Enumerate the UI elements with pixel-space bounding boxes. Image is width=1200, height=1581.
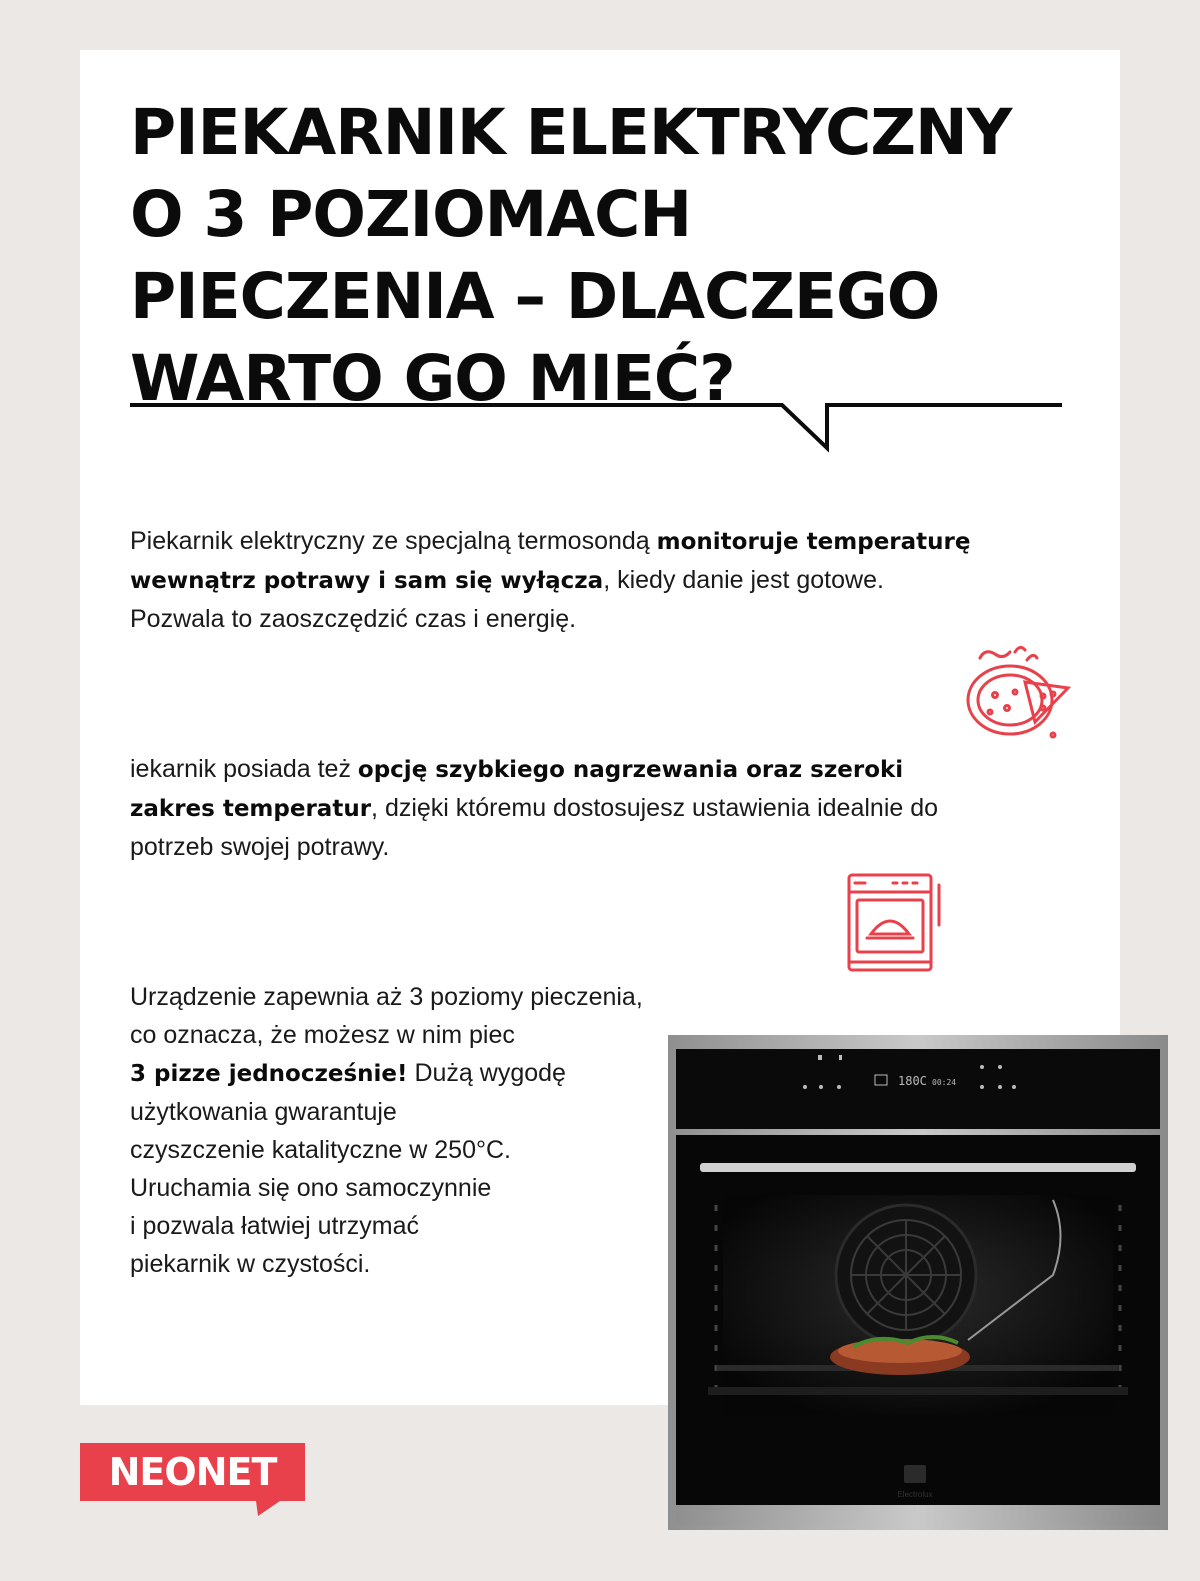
oven-icon bbox=[845, 870, 945, 980]
p2-text-1: iekarnik posiada też bbox=[130, 755, 358, 783]
p3-line-5: czyszczenie katalityczne w 250°C. bbox=[130, 1136, 511, 1164]
paragraph-thermoprobe bbox=[130, 522, 980, 638]
oven-brand-label: Electrolux bbox=[897, 1490, 933, 1499]
p3-line-8: piekarnik w czystości. bbox=[130, 1250, 371, 1278]
paragraph-levels bbox=[130, 978, 690, 1283]
p3-line-2: co oznacza, że możesz w nim piec bbox=[130, 1021, 515, 1049]
title-line-1: PIEKARNIK ELEKTRYCZNY bbox=[130, 96, 1012, 169]
oven-temp-readout: 180C bbox=[898, 1074, 927, 1088]
p3-bold: 3 pizze jednocześnie! bbox=[130, 1061, 408, 1087]
neonet-logo: NEONET bbox=[108, 1450, 277, 1494]
p1-bold: monitoruje temperaturę wewnątrz potrawy i sam się wyłącza bbox=[130, 529, 971, 594]
p3-line-7: i pozwala łatwiej utrzymać bbox=[130, 1212, 419, 1240]
p3-line-6: Uruchamia się ono samoczynnie bbox=[130, 1174, 492, 1202]
title-line-2: O 3 POZIOMACH bbox=[130, 178, 692, 251]
p1-text-1: Piekarnik elektryczny ze specjalną termosondą bbox=[130, 527, 657, 555]
paragraph-fast-heating bbox=[130, 750, 950, 866]
p3-line-3: Dużą wygodę bbox=[407, 1059, 566, 1087]
oven-time-readout: 00:24 bbox=[932, 1078, 957, 1087]
page-title bbox=[130, 92, 1090, 420]
title-line-4: WARTO GO MIEĆ? bbox=[130, 342, 735, 415]
pizza-icon bbox=[965, 640, 1075, 745]
p1-text-2: , kiedy danie jest gotowe. Pozwala to zaoszczędzić czas i energię. bbox=[130, 566, 884, 633]
oven-product-image bbox=[668, 1035, 1168, 1530]
p3-line-4: użytkowania gwarantuje bbox=[130, 1098, 397, 1126]
p2-bold: opcję szybkiego nagrzewania oraz szeroki zakres temperatur bbox=[130, 757, 904, 822]
p2-text-2: , dzięki któremu dostosujesz ustawienia idealnie do potrzeb swojej potrawy. bbox=[130, 794, 939, 861]
speech-bubble-divider bbox=[130, 400, 1065, 455]
title-line-3: PIECZENIA – DLACZEGO bbox=[130, 260, 940, 333]
p3-line-1: Urządzenie zapewnia aż 3 poziomy pieczenia, bbox=[130, 983, 643, 1011]
